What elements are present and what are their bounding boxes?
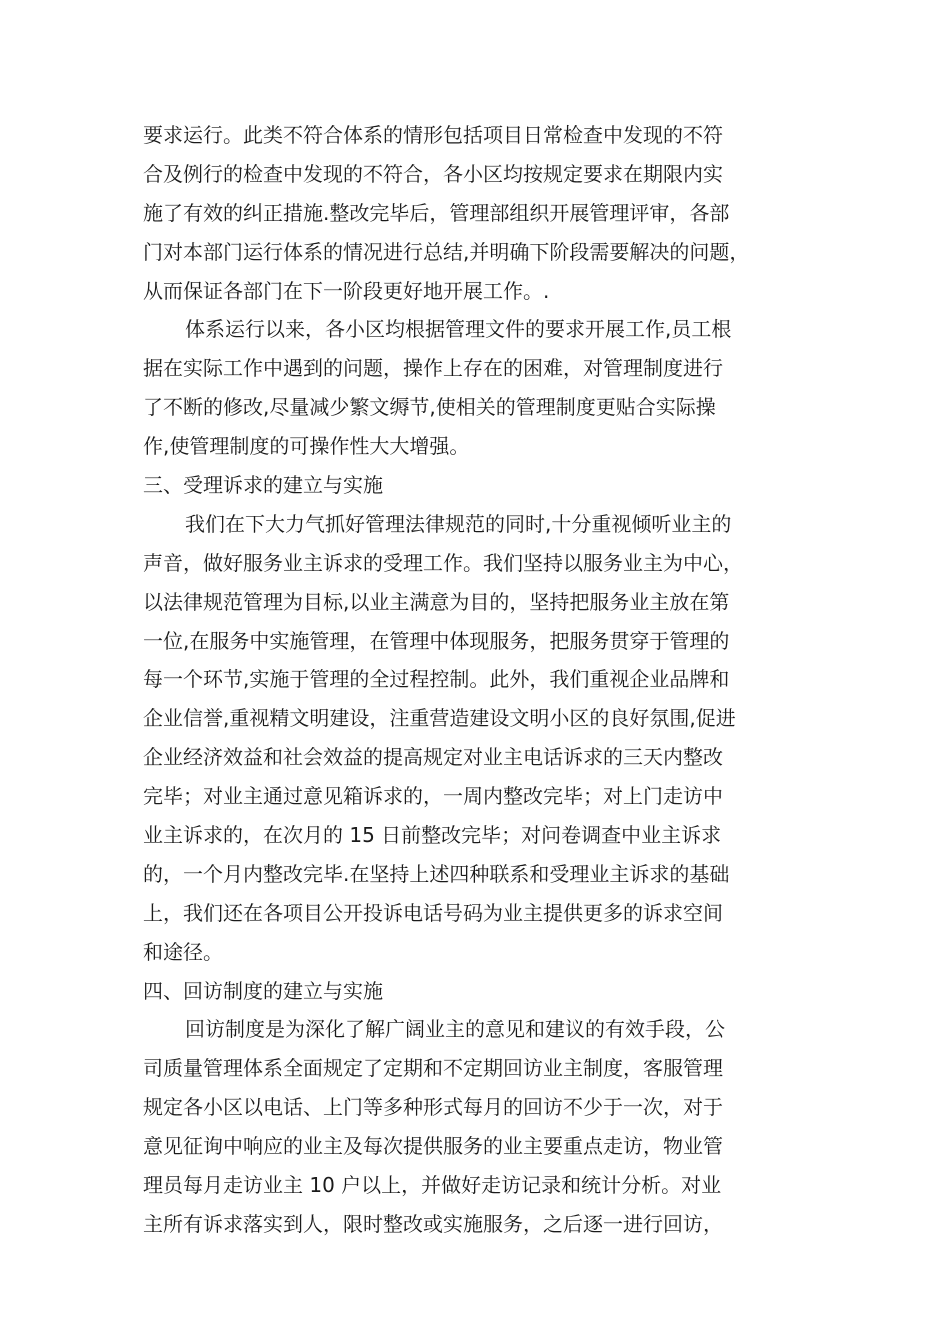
text-line: 业主诉求的，在次月的 15 日前整改完毕；对问卷调查中业主诉求 [143, 823, 722, 848]
text-line: 上，我们还在各项目公开投诉电话号码为业主提供更多的诉求空间 [143, 900, 723, 925]
text-line: 了不断的修改,尽量减少繁文缛节,使相关的管理制度更贴合实际操 [143, 395, 716, 420]
text-line: 以法律规范管理为目标,以业主满意为目的，坚持把服务业主放在第 [143, 589, 730, 614]
text-line: 声音，做好服务业主诉求的受理工作。我们坚持以服务业主为中心， [143, 550, 743, 575]
text-line: 完毕；对业主通过意见箱诉求的，一周内整改完毕；对上门走访中 [143, 784, 723, 809]
text-line: 合及例行的检查中发现的不符合，各小区均按规定要求在期限内实 [143, 161, 723, 186]
text-line: 回访制度是为深化了解广阔业主的意见和建议的有效手段，公 [185, 1017, 725, 1042]
text-line: 我们在下大力气抓好管理法律规范的同时,十分重视倾听业主的 [185, 511, 732, 536]
text-line: 从而保证各部门在下一阶段更好地开展工作。. [143, 278, 550, 303]
text-line: 和途径。 [143, 939, 223, 964]
text-line: 四、回访制度的建立与实施 [143, 978, 383, 1003]
text-line: 企业经济效益和社会效益的提高规定对业主电话诉求的三天内整改 [143, 745, 723, 770]
text-line: 体系运行以来，各小区均根据管理文件的要求开展工作,员工根 [185, 317, 732, 342]
text-line: 据在实际工作中遇到的问题，操作上存在的困难，对管理制度进行 [143, 356, 723, 381]
text-line: 企业信誉,重视精文明建设，注重营造建设文明小区的良好氛围,促进 [143, 706, 736, 731]
text-line: 门对本部门运行体系的情况进行总结,并明确下阶段需要解决的问题， [143, 239, 750, 264]
text-line: 的，一个月内整改完毕.在坚持上述四种联系和受理业主诉求的基础 [143, 861, 730, 886]
text-line: 三、受理诉求的建立与实施 [143, 473, 383, 498]
text-line: 司质量管理体系全面规定了定期和不定期回访业主制度，客服管理 [143, 1056, 723, 1081]
text-line: 要求运行。此类不符合体系的情形包括项目日常检查中发现的不符 [143, 123, 723, 147]
text-line: 作,使管理制度的可操作性大大增强。 [143, 434, 470, 459]
text-line: 规定各小区以电话、上门等多种形式每月的回访不少于一次，对于 [143, 1095, 723, 1120]
text-line: 每一个环节,实施于管理的全过程控制。此外，我们重视企业品牌和 [143, 667, 730, 692]
text-line: 主所有诉求落实到人，限时整改或实施服务，之后逐一进行回访， [143, 1211, 723, 1236]
text-line: 意见征询中响应的业主及每次提供服务的业主要重点走访，物业管 [143, 1134, 723, 1159]
document-page [143, 116, 827, 1244]
text-line: 施了有效的纠正措施.整改完毕后，管理部组织开展管理评审，各部 [143, 200, 730, 225]
text-line: 理员每月走访业主 10 户以上，并做好走访记录和统计分析。对业 [143, 1173, 722, 1198]
text-line: 一位,在服务中实施管理，在管理中体现服务，把服务贯穿于管理的 [143, 628, 730, 653]
